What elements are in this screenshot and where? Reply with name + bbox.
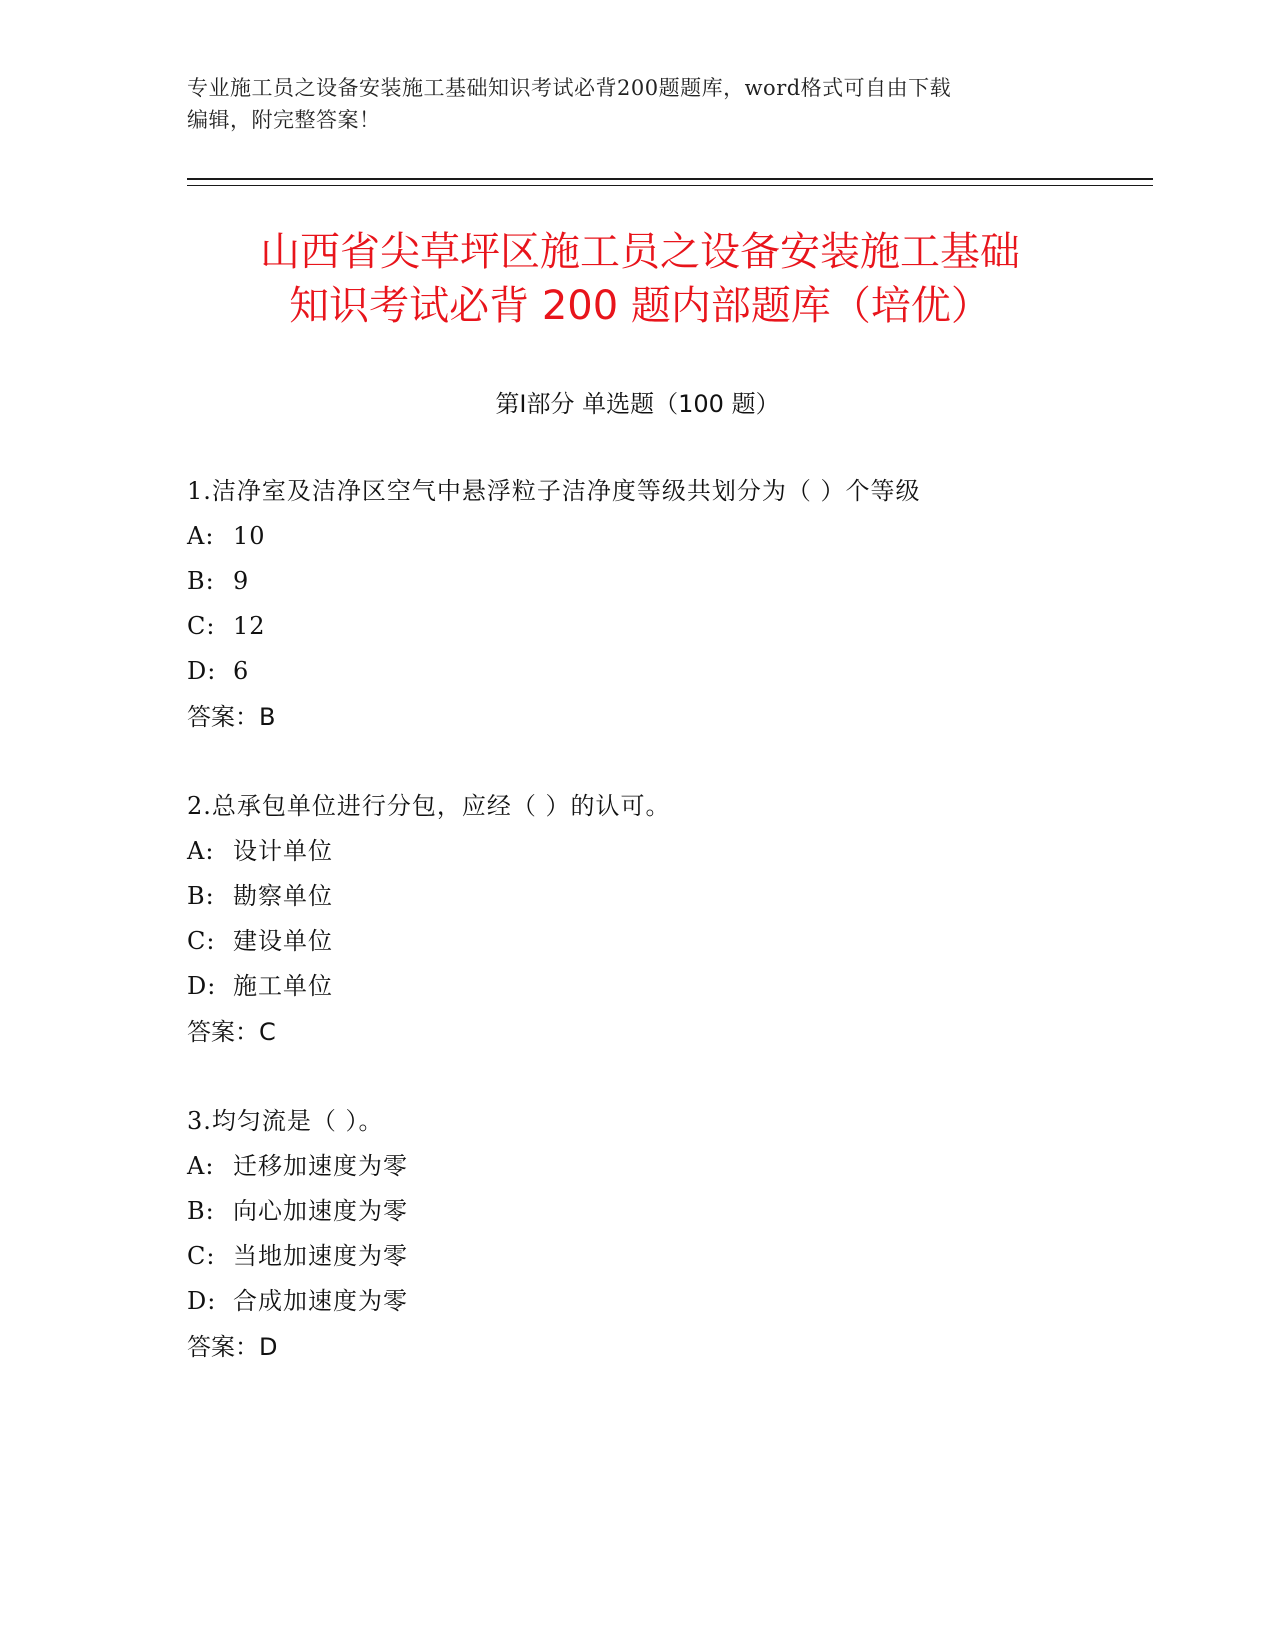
question-2	[187, 783, 1147, 1055]
option-d	[187, 964, 1147, 1009]
option-d	[187, 1279, 1147, 1324]
option-b	[187, 1189, 1147, 1234]
question-stem: 3.均匀流是（ ）。	[187, 1107, 384, 1135]
option-key: C:	[187, 1242, 216, 1270]
document-title	[150, 225, 1130, 333]
option-a	[187, 829, 1147, 874]
option-key: A:	[187, 522, 215, 550]
option-key: D:	[187, 657, 217, 685]
option-b	[187, 559, 1147, 604]
option-d	[187, 649, 1147, 694]
option-key: C:	[187, 927, 216, 955]
option-text: 合成加速度为零	[233, 1287, 408, 1315]
option-text: 6	[233, 657, 250, 685]
option-a	[187, 1144, 1147, 1189]
header-note-line-2: 编辑，附完整答案！	[187, 108, 381, 132]
answer: 答案：B	[187, 703, 276, 731]
option-key: A:	[187, 837, 215, 865]
header-note-line-1: 专业施工员之设备安装施工基础知识考试必背200题题库，word格式可自由下载	[187, 76, 952, 100]
document-title-line-1: 山西省尖草坪区施工员之设备安装施工基础	[260, 229, 1020, 275]
option-text: 迁移加速度为零	[233, 1152, 408, 1180]
option-c	[187, 1234, 1147, 1279]
option-c	[187, 604, 1147, 649]
option-key: B:	[187, 567, 215, 595]
option-text: 12	[233, 612, 266, 640]
header-divider-thick	[187, 178, 1153, 180]
option-text: 9	[233, 567, 250, 595]
header-note	[187, 72, 1067, 136]
option-key: C:	[187, 612, 216, 640]
option-key: A:	[187, 1152, 215, 1180]
option-text: 设计单位	[233, 837, 333, 865]
option-key: D:	[187, 1287, 217, 1315]
question-3	[187, 1098, 1147, 1370]
answer: 答案：C	[187, 1018, 276, 1046]
option-text: 施工单位	[233, 972, 333, 1000]
question-1	[187, 468, 1147, 740]
option-text: 建设单位	[233, 927, 333, 955]
section-title: 第Ⅰ部分 单选题（100 题）	[495, 390, 780, 418]
answer: 答案：D	[187, 1333, 278, 1361]
option-a	[187, 514, 1147, 559]
option-c	[187, 919, 1147, 964]
option-text: 勘察单位	[233, 882, 333, 910]
option-key: B:	[187, 882, 215, 910]
option-text: 向心加速度为零	[233, 1197, 408, 1225]
option-b	[187, 874, 1147, 919]
option-key: D:	[187, 972, 217, 1000]
option-key: B:	[187, 1197, 215, 1225]
option-text: 10	[233, 522, 266, 550]
header-divider-thin	[187, 185, 1153, 186]
document-title-line-2: 知识考试必背 200 题内部题库（培优）	[289, 283, 991, 329]
question-stem: 2.总承包单位进行分包，应经（ ）的认可。	[187, 792, 671, 820]
option-text: 当地加速度为零	[233, 1242, 408, 1270]
question-stem: 1.洁净室及洁净区空气中悬浮粒子洁净度等级共划分为（ ）个等级	[187, 477, 921, 505]
